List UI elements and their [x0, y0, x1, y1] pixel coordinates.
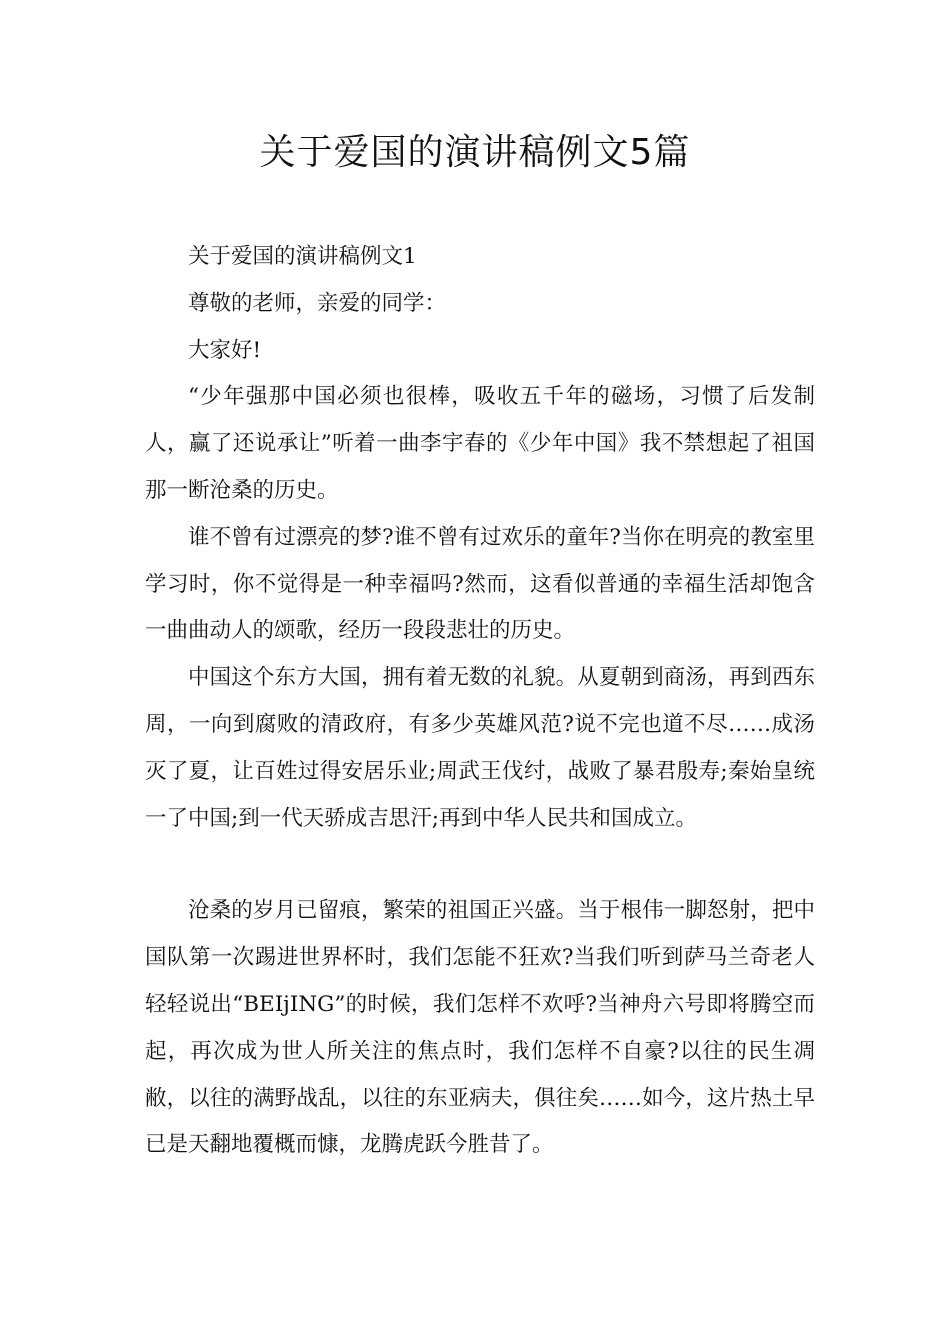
document-title: 关于爱国的演讲稿例文5篇 — [259, 132, 691, 173]
body-paragraph: 谁不曾有过漂亮的梦?谁不曾有过欢乐的童年?当你在明亮的教室里学习时，你不觉得是一种幸福吗?然而，这看似普通的幸福生活却饱含一曲曲动人的颂歌，经历一段段悲壮的历史。 — [145, 524, 815, 644]
document-body — [145, 234, 815, 1169]
body-paragraph: 中国这个东方大国，拥有着无数的礼貌。从夏朝到商汤，再到西东周，一向到腐败的清政府，有多少英雄风范?说不完也道不尽……成汤灭了夏，让百姓过得安居乐业;周武王伐纣，战败了暴君殷寿;秦始皇统一了中国;到一代天骄成吉思汗;再到中华人民共和国成立。 — [145, 665, 815, 831]
section-heading: 关于爱国的演讲稿例文1 — [188, 244, 417, 269]
greeting: 大家好! — [188, 337, 262, 363]
body-paragraph: 沧桑的岁月已留痕，繁荣的祖国正兴盛。当于根伟一脚怒射，把中国队第一次踢进世界杯时，我们怎能不狂欢?当我们听到萨马兰奇老人轻轻说出“BEIjING”的时候，我们怎样不欢呼?当神舟六号即将腾空而起，再次成为世人所关注的焦点时，我们怎样不自豪?以往的民生凋敝，以往的满野战乱，以往的东亚病夫，俱往矣……如今，这片热土早已是天翻地覆概而慷，龙腾虎跃今胜昔了。 — [145, 898, 815, 1158]
salutation: 尊敬的老师，亲爱的同学： — [188, 290, 447, 316]
body-paragraph: “少年强那中国必须也很棒，吸收五千年的磁场，习惯了后发制人，赢了还说承让”听着一曲李宇春的《少年中国》我不禁想起了祖国那一断沧桑的历史。 — [145, 384, 815, 503]
